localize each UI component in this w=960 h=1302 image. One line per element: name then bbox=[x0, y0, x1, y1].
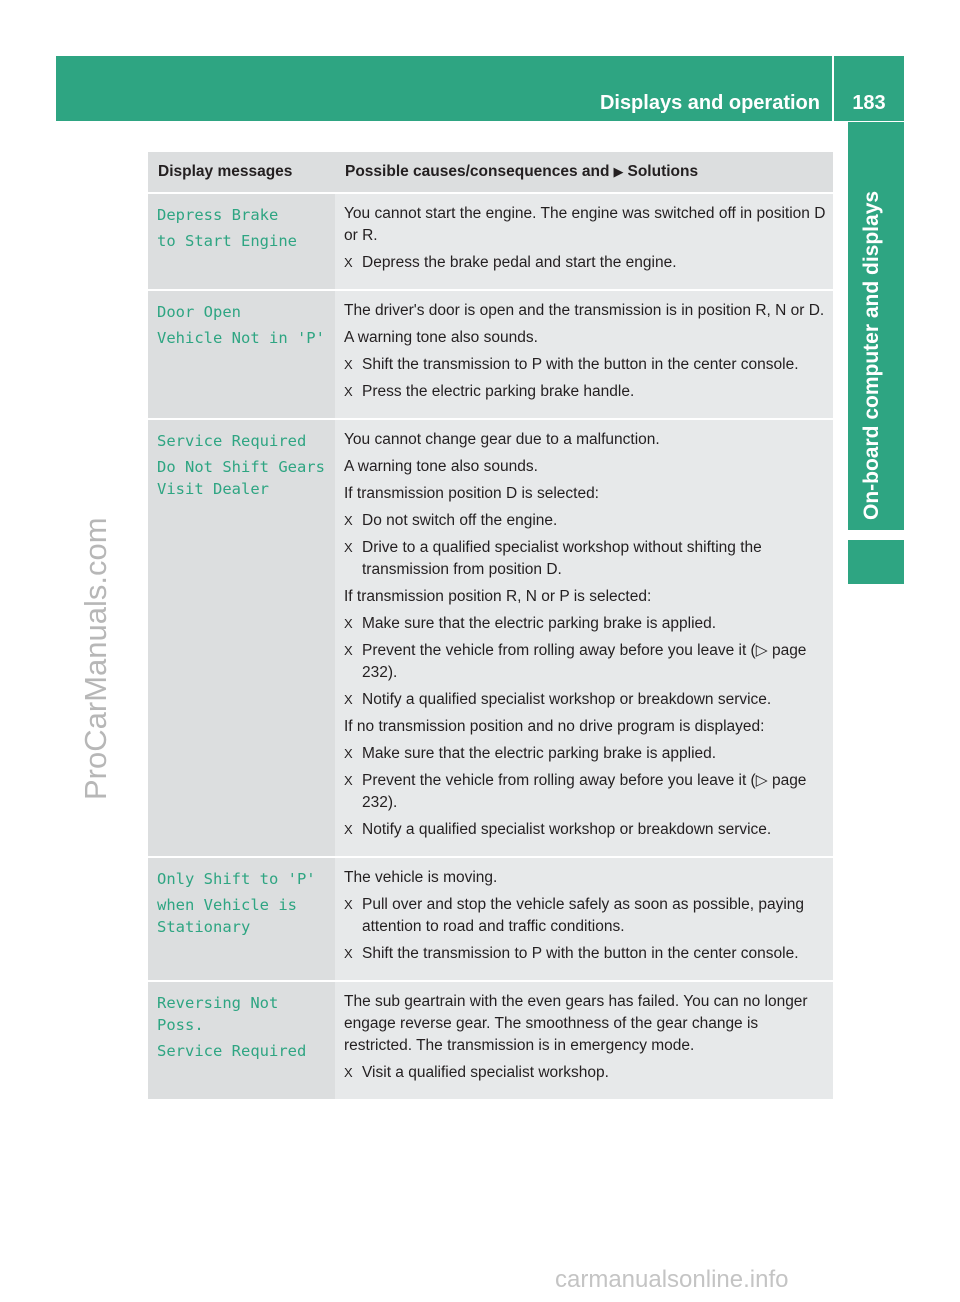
chapter-tab-marker bbox=[848, 540, 904, 584]
solution-step-text: Prevent the vehicle from rolling away before you leave it (▷ page 232). bbox=[362, 772, 807, 811]
solution-step bbox=[344, 381, 827, 403]
display-message-cell bbox=[148, 194, 335, 289]
solution-cell bbox=[335, 420, 833, 856]
cause-text: The vehicle is moving. bbox=[344, 869, 498, 886]
step-marker-icon: X bbox=[344, 773, 353, 788]
solution-step bbox=[344, 354, 827, 376]
step-marker-icon: X bbox=[344, 946, 353, 961]
solution-step bbox=[344, 510, 827, 532]
step-marker-icon: X bbox=[344, 540, 353, 555]
cause-text: If transmission position D is selected: bbox=[344, 485, 599, 502]
solution-step bbox=[344, 537, 827, 581]
step-marker-icon: X bbox=[344, 692, 353, 707]
display-message-line: when Vehicle is bbox=[157, 896, 297, 914]
cause-text: The sub geartrain with the even gears has failed. You can no longer engage reverse gear. The smoothness of the gear change is restricted. The transmission is in emergency mode. bbox=[344, 993, 808, 1054]
table-body bbox=[148, 194, 833, 1101]
solution-cell bbox=[335, 858, 833, 980]
solution-step bbox=[344, 819, 827, 841]
cause-text: A warning tone also sounds. bbox=[344, 329, 538, 346]
solution-step-text: Depress the brake pedal and start the engine. bbox=[362, 254, 677, 271]
step-marker-icon: X bbox=[344, 822, 353, 837]
table-row bbox=[148, 858, 833, 982]
solution-step bbox=[344, 943, 827, 965]
display-message-cell bbox=[148, 420, 335, 856]
step-marker-icon: X bbox=[344, 384, 353, 399]
display-message-cell bbox=[148, 291, 335, 418]
solution-step-text: Prevent the vehicle from rolling away before you leave it (▷ page 232). bbox=[362, 642, 807, 681]
display-message-line: Visit Dealer bbox=[157, 480, 269, 498]
solution-step bbox=[344, 1062, 827, 1084]
solution-cell bbox=[335, 194, 833, 289]
display-message-line: Stationary bbox=[157, 918, 251, 936]
solution-arrow-icon: ▶ bbox=[613, 164, 624, 179]
column-header-display-messages: Display messages bbox=[158, 163, 293, 180]
solution-cell bbox=[335, 291, 833, 418]
step-marker-icon: X bbox=[344, 1065, 353, 1080]
display-message-line: Do Not Shift Gears bbox=[157, 458, 325, 476]
column-header-solutions-pre: Possible causes/consequences and bbox=[345, 163, 610, 180]
solution-cell bbox=[335, 982, 833, 1099]
watermark-procarmanuals: ProCarManuals.com bbox=[78, 517, 113, 800]
column-header-solutions-post: Solutions bbox=[627, 163, 699, 180]
cause-text: A warning tone also sounds. bbox=[344, 458, 538, 475]
table-row bbox=[148, 194, 833, 291]
cause-text: If no transmission position and no drive program is displayed: bbox=[344, 718, 765, 735]
solution-step-text: Notify a qualified specialist workshop or breakdown service. bbox=[362, 691, 772, 708]
table-header bbox=[148, 152, 833, 194]
display-message-line: Service Required bbox=[157, 1042, 307, 1060]
display-message-cell bbox=[148, 982, 335, 1099]
cause-text: The driver's door is open and the transmission is in position R, N or D. bbox=[344, 302, 825, 319]
step-marker-icon: X bbox=[344, 513, 353, 528]
table-row bbox=[148, 982, 833, 1101]
solution-step-text: Shift the transmission to P with the button in the center console. bbox=[362, 356, 799, 373]
display-message-line: Door Open bbox=[157, 303, 241, 321]
solution-step-text: Press the electric parking brake handle. bbox=[362, 383, 635, 400]
solution-step bbox=[344, 613, 827, 635]
solution-step bbox=[344, 743, 827, 765]
table-row bbox=[148, 420, 833, 858]
step-marker-icon: X bbox=[344, 357, 353, 372]
cause-text: You cannot start the engine. The engine was switched off in position D or R. bbox=[344, 205, 826, 244]
step-marker-icon: X bbox=[344, 616, 353, 631]
cause-text: You cannot change gear due to a malfunction. bbox=[344, 431, 660, 448]
page-number: 183 bbox=[852, 92, 886, 114]
step-marker-icon: X bbox=[344, 746, 353, 761]
display-message-cell bbox=[148, 858, 335, 980]
step-marker-icon: X bbox=[344, 255, 353, 270]
table-row bbox=[148, 291, 833, 420]
cause-text: If transmission position R, N or P is selected: bbox=[344, 588, 652, 605]
header-bar bbox=[56, 56, 904, 121]
solution-step bbox=[344, 640, 827, 684]
watermark-carmanualsonline: carmanualsonline.info bbox=[555, 1266, 789, 1293]
section-title: Displays and operation bbox=[599, 92, 820, 114]
display-message-line: Service Required bbox=[157, 432, 307, 450]
solution-step-text: Make sure that the electric parking brake is applied. bbox=[362, 745, 717, 762]
solution-step bbox=[344, 770, 827, 814]
display-message-line: Only Shift to 'P' bbox=[157, 870, 316, 888]
solution-step-text: Visit a qualified specialist workshop. bbox=[362, 1064, 609, 1081]
display-message-line: Depress Brake bbox=[157, 206, 279, 224]
solution-step bbox=[344, 252, 827, 274]
step-marker-icon: X bbox=[344, 897, 353, 912]
display-message-line: Vehicle Not in 'P' bbox=[157, 329, 325, 347]
solution-step-text: Notify a qualified specialist workshop or breakdown service. bbox=[362, 821, 772, 838]
column-header-solutions bbox=[335, 152, 833, 192]
solution-step-text: Pull over and stop the vehicle safely as soon as possible, paying attention to road and traffic conditions. bbox=[362, 896, 805, 935]
display-message-line: to Start Engine bbox=[157, 232, 297, 250]
solution-step-text: Drive to a qualified specialist workshop without shifting the transmission from position D. bbox=[362, 539, 762, 578]
solution-step bbox=[344, 689, 827, 711]
display-message-line: Reversing Not Poss. bbox=[157, 994, 279, 1034]
step-marker-icon: X bbox=[344, 643, 353, 658]
solution-step bbox=[344, 894, 827, 938]
solution-step-text: Shift the transmission to P with the button in the center console. bbox=[362, 945, 799, 962]
solution-step-text: Make sure that the electric parking brake is applied. bbox=[362, 615, 717, 632]
solution-step-text: Do not switch off the engine. bbox=[362, 512, 558, 529]
chapter-tab-label: On-board computer and displays bbox=[860, 190, 883, 520]
messages-table bbox=[148, 152, 833, 1101]
